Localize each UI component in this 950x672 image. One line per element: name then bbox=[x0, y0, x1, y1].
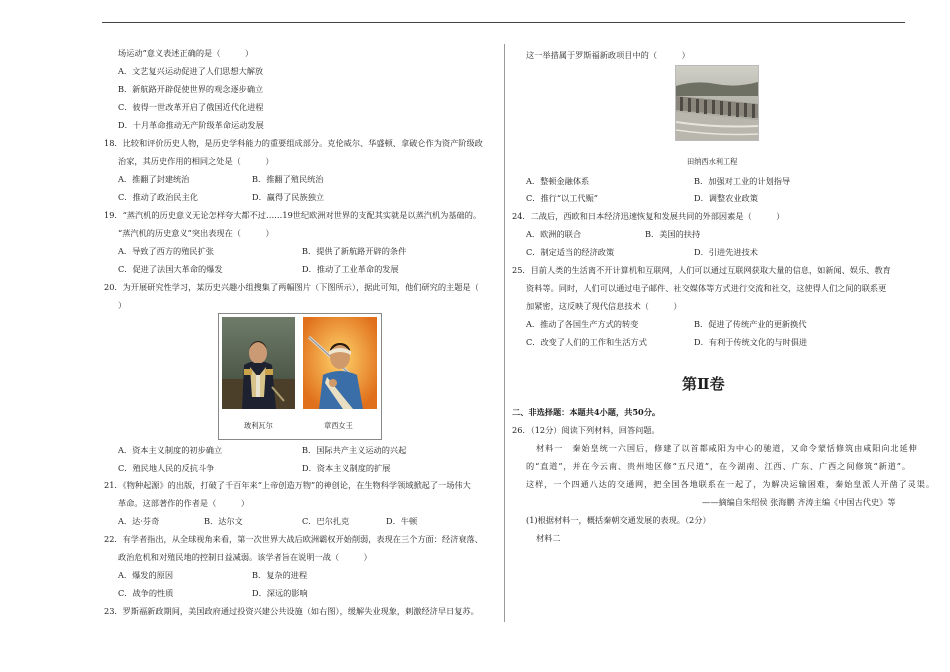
q26-intro: 26．（12分）阅读下列材料，回答问题。 bbox=[512, 425, 660, 435]
q24-option-b[interactable]: B．美国的扶持 bbox=[645, 229, 701, 239]
q22-stem-line1: 22．有学者指出，从全球视角来看，第一次世界大战后欧洲霸权开始削弱，表现在三个方面：经济衰落、 bbox=[104, 534, 483, 544]
q20-option-c[interactable]: C．殖民地人民的反抗斗争 bbox=[118, 463, 215, 473]
q21-stem-line1: 21．《物种起源》的出版，打破了千百年来“上帝创造万物”的神创论，在生物科学领域掀起了一场伟大 bbox=[104, 480, 471, 490]
q17-stem: 场运动”意义表述正确的是（ ） bbox=[118, 48, 254, 58]
q25-stem-line3: 加紧密，这反映了现代信息技术（ ） bbox=[526, 301, 682, 311]
q23-option-a[interactable]: A．整顿金融体系 bbox=[526, 176, 590, 186]
q21-option-b[interactable]: B．达尔文 bbox=[204, 516, 243, 526]
q24-option-a[interactable]: A．欧洲的联合 bbox=[526, 229, 582, 239]
q25-option-b[interactable]: B．促进了传统产业的更新换代 bbox=[694, 319, 807, 329]
q26-material2-label: 材料二 bbox=[536, 533, 561, 543]
q18-option-a[interactable]: A．推翻了封建统治 bbox=[118, 174, 190, 184]
q26-material1-line3: 这样，一个四通八达的交通网，把全国各地联系在一起了，为解决运输困难，秦始皇派人开凿了灵渠。 bbox=[526, 479, 935, 489]
q22-option-c[interactable]: C．战争的性质 bbox=[118, 588, 174, 598]
q20-stem-line1: 20．为开展研究性学习，某历史兴趣小组搜集了两幅图片（下图所示），据此可知，他们研究的主题是（ bbox=[104, 282, 479, 292]
q20-option-d[interactable]: D．资本主义制度的扩展 bbox=[302, 463, 391, 473]
q22-option-b[interactable]: B．复杂的进程 bbox=[252, 570, 308, 580]
q21-option-a[interactable]: A．达·芬奇 bbox=[118, 516, 160, 526]
q25-stem-line2: 资料等。同时，人们可以通过电子邮件、社交媒体等方式进行交流和社交，这使得人们之间的联系更 bbox=[526, 283, 887, 293]
q19-stem-line1: 19．“蒸汽机的历史意义无论怎样夸大都不过……19世纪欧洲对世界的支配其实就是以蒸汽机为基础的。 bbox=[104, 210, 482, 220]
q17-option-d[interactable]: D．十月革命推动无产阶级革命运动发展 bbox=[118, 120, 264, 130]
q24-option-c[interactable]: C．制定适当的经济政策 bbox=[526, 247, 615, 257]
q24-stem: 24．二战后，西欧和日本经济迅速恢复和发展共同的外部因素是（ ） bbox=[512, 211, 785, 221]
q21-option-c[interactable]: C．巴尔扎克 bbox=[302, 516, 350, 526]
header-rule bbox=[102, 22, 905, 23]
q19-option-d[interactable]: D．推动了工业革命的发展 bbox=[302, 264, 399, 274]
q17-option-c[interactable]: C．彼得一世改革开启了俄国近代化进程 bbox=[118, 102, 264, 112]
tennessee-dam-image bbox=[675, 65, 759, 141]
section-title: 第Ⅱ卷 bbox=[682, 375, 725, 393]
q21-option-d[interactable]: D．牛顿 bbox=[386, 516, 418, 526]
q25-option-a[interactable]: A．推动了各国生产方式的转变 bbox=[526, 319, 639, 329]
q19-option-c[interactable]: C．促进了法国大革命的爆发 bbox=[118, 264, 223, 274]
caption-bolivar: 玻利瓦尔 bbox=[244, 421, 273, 430]
q20-option-b[interactable]: B．国际共产主义运动的兴起 bbox=[302, 445, 407, 455]
q21-stem-line2: 革命。这部著作的作者是（ ） bbox=[118, 498, 250, 508]
q20-option-a[interactable]: A．资本主义制度的初步确立 bbox=[118, 445, 223, 455]
q22-option-d[interactable]: D．深远的影响 bbox=[252, 588, 308, 598]
q25-option-d[interactable]: D．有利于传统文化的与时俱进 bbox=[694, 337, 808, 347]
q23-option-b[interactable]: B．加强对工业的计划指导 bbox=[694, 176, 791, 186]
q18-stem-line1: 18．比较和评价历史人物，是历史学科能力的重要组成部分。克伦威尔、华盛顿、拿破仑作为资产阶级政 bbox=[104, 138, 483, 148]
caption-rani: 章西女王 bbox=[324, 421, 353, 430]
q19-option-b[interactable]: B．提供了新航路开辟的条件 bbox=[302, 246, 407, 256]
q18-option-d[interactable]: D．赢得了民族独立 bbox=[252, 192, 325, 202]
q23-stem-line1: 23．罗斯福新政期间，美国政府通过投资兴建公共设施（如右图），缓解失业现象，刺激经济早日复苏。 bbox=[104, 606, 479, 616]
q18-option-b[interactable]: B．推翻了殖民统治 bbox=[252, 174, 324, 184]
q23-option-c[interactable]: C．推行“以工代赈” bbox=[526, 193, 598, 203]
q20-figure bbox=[218, 313, 382, 440]
column-divider bbox=[504, 44, 505, 622]
q25-option-c[interactable]: C．改变了人们的工作和生活方式 bbox=[526, 337, 647, 347]
bolivar-portrait-image bbox=[222, 317, 295, 409]
q17-option-a[interactable]: A．文艺复兴运动促进了人们思想大解放 bbox=[118, 66, 264, 76]
q18-option-c[interactable]: C．推动了政治民主化 bbox=[118, 192, 198, 202]
q22-stem-line2: 政治危机和对殖民地的控制日益减弱。该学者旨在说明一战（ ） bbox=[118, 552, 372, 562]
caption-tennessee: 田纳西水利工程 bbox=[687, 157, 738, 166]
rani-portrait-image bbox=[303, 317, 377, 409]
q19-stem-line2: “蒸汽机的历史意义”突出表现在（ ） bbox=[118, 228, 274, 238]
q17-option-b[interactable]: B．新航路开辟促使世界的观念逐步确立 bbox=[118, 84, 264, 94]
q19-option-a[interactable]: A．导致了西方的殖民扩张 bbox=[118, 246, 214, 256]
q22-option-a[interactable]: A．爆发的原因 bbox=[118, 570, 174, 580]
q18-stem-line2: 治家，其历史作用的相同之处是（ ） bbox=[118, 156, 274, 166]
q26-material1-line1: 材料一 秦始皇统一六国后，修建了以首都咸阳为中心的驰道，又命令蒙恬修筑由咸阳向北延伸 bbox=[536, 443, 918, 453]
q23-option-d[interactable]: D．调整农业政策 bbox=[694, 193, 758, 203]
q23-stem-line2: 这一举措属于罗斯福新政项目中的（ ） bbox=[526, 50, 690, 60]
q26-subquestion-1: (1)根据材料一，概括秦朝交通发展的表现。（2分） bbox=[526, 515, 711, 525]
q25-stem-line1: 25．目前人类的生活离不开计算机和互联网，人们可以通过互联网获取大量的信息，如新闻、娱乐、教育 bbox=[512, 265, 891, 275]
q26-material1-line2: 的“直道”，并在今云南、贵州地区修“五尺道”，在今湖南、江西、广东、广西之间修筑“新道”。 bbox=[526, 461, 911, 471]
q26-source-citation: ——摘编自朱绍侯 张海鹏 齐涛主编《中国古代史》等 bbox=[702, 497, 896, 507]
section2-header: 二、非选择题：本题共4小题，共50分。 bbox=[512, 407, 661, 417]
q20-stem-line2: ） bbox=[118, 300, 127, 310]
q24-option-d[interactable]: D．引进先进技术 bbox=[694, 247, 758, 257]
